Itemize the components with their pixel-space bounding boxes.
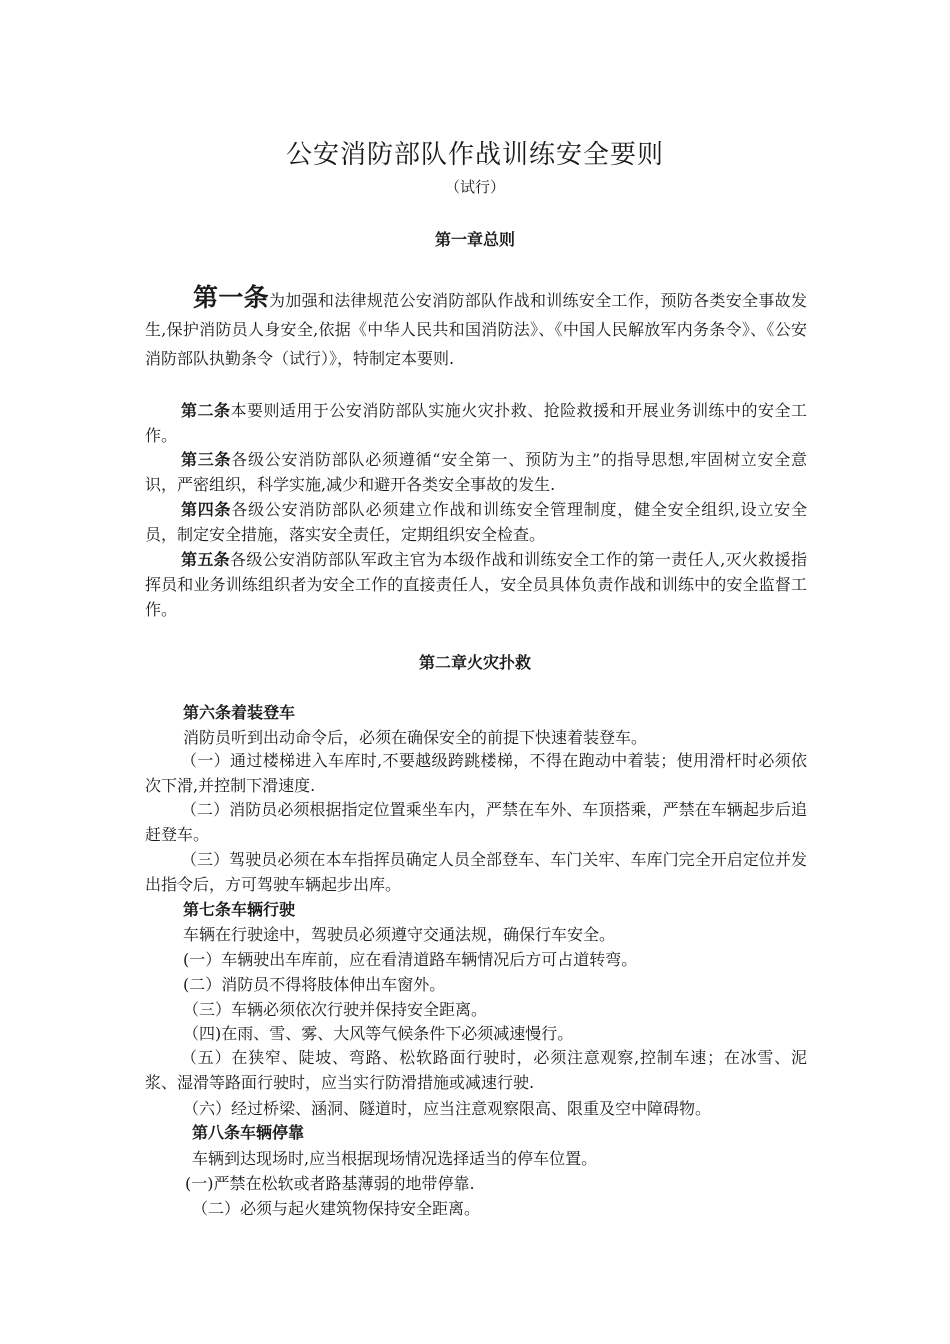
article-7-item-2: (二）消防员不得将肢体伸出车窗外。 <box>183 975 446 994</box>
article-3-text: 各级公安消防部队必须遵循“安全第一、预防为主”的指导思想,牢固树立安全意识，严密组织，科学实施,减少和避开各类安全事故的发生. <box>145 450 807 494</box>
article-1-label: 第一条 <box>193 283 269 312</box>
article-7-item-4: （四)在雨、雪、雾、大风等气候条件下必须减速慢行。 <box>183 1024 574 1043</box>
article-8-item-1: (一)严禁在松软或者路基薄弱的地带停靠. <box>185 1174 475 1193</box>
article-6-item-1: （一）通过楼梯进入车库时,不要越级跨跳楼梯，不得在跑动中着装；使用滑杆时必须依次下滑,并控制下滑速度. <box>145 751 807 795</box>
article-4-label: 第四条 <box>181 500 232 519</box>
article-4-text: 各级公安消防部队必须建立作战和训练安全管理制度，健全安全组织,设立安全员，制定安全措施，落实安全责任，定期组织安全检查。 <box>145 500 807 544</box>
document-title: 公安消防部队作战训练安全要则 <box>285 140 664 170</box>
article-2-text: 本要则适用于公安消防部队实施火灾扑救、抢险救援和开展业务训练中的安全工作。 <box>145 401 807 445</box>
article-6-item-3: （三）驾驶员必须在本车指挥员确定人员全部登车、车门关牢、车库门完全开启定位并发出指令后，方可驾驶车辆起步出库。 <box>145 850 807 894</box>
chapter-1-heading: 第一章总则 <box>434 230 515 249</box>
article-8-heading: 第八条车辆停靠 <box>192 1123 305 1142</box>
document-subtitle: （试行） <box>444 178 505 196</box>
article-4 <box>145 497 807 547</box>
article-8-item-2: （二）必须与起火建筑物保持安全距离。 <box>192 1199 481 1218</box>
article-7-item-6: （六）经过桥梁、涵洞、隧道时，应当注意观察限高、限重及空中障碍物。 <box>183 1099 712 1118</box>
article-8-intro: 车辆到达现场时,应当根据现场情况选择适当的停车位置。 <box>192 1149 598 1168</box>
article-7-item-3: （三）车辆必须依次行驶并保持安全距离。 <box>183 1000 488 1019</box>
article-1 <box>145 283 807 373</box>
article-5 <box>145 547 807 622</box>
chapter-2-heading: 第二章火灾扑救 <box>418 653 531 672</box>
article-7-intro: 车辆在行驶途中，驾驶员必须遵守交通法规，确保行车安全。 <box>183 925 616 944</box>
article-5-label: 第五条 <box>181 550 231 569</box>
article-3 <box>145 447 807 497</box>
article-1-text: 为加强和法律规范公安消防部队作战和训练安全工作，预防各类安全事故发生,保护消防员人身安全,依据《中华人民共和国消防法》、《中国人民解放军内务条令》、《公安消防部队执勤条令（试行）》，特制定本要则. <box>145 291 807 368</box>
article-2 <box>145 398 807 448</box>
article-6-item-2: （二）消防员必须根据指定位置乘坐车内，严禁在车外、车顶搭乘，严禁在车辆起步后追赶登车。 <box>145 800 807 844</box>
article-7-item-1: (一）车辆驶出车库前，应在看清道路车辆情况后方可占道转弯。 <box>183 950 638 969</box>
article-6-intro: 消防员听到出动命令后，必须在确保安全的前提下快速着装登车。 <box>183 728 648 747</box>
article-6-heading: 第六条着装登车 <box>183 703 296 722</box>
article-3-label: 第三条 <box>181 450 232 469</box>
article-2-label: 第二条 <box>181 401 231 420</box>
article-7-heading: 第七条车辆行驶 <box>183 900 296 919</box>
article-7-item-5: （五）在狭窄、陡坡、弯路、松软路面行驶时，必须注意观察,控制车速；在冰雪、泥浆、湿滑等路面行驶时，应当实行防滑措施或减速行驶. <box>145 1048 807 1092</box>
article-5-text: 各级公安消防部队军政主官为本级作战和训练安全工作的第一责任人,灭火救援指挥员和业务训练组织者为安全工作的直接责任人，安全员具体负责作战和训练中的安全监督工作。 <box>145 550 807 619</box>
